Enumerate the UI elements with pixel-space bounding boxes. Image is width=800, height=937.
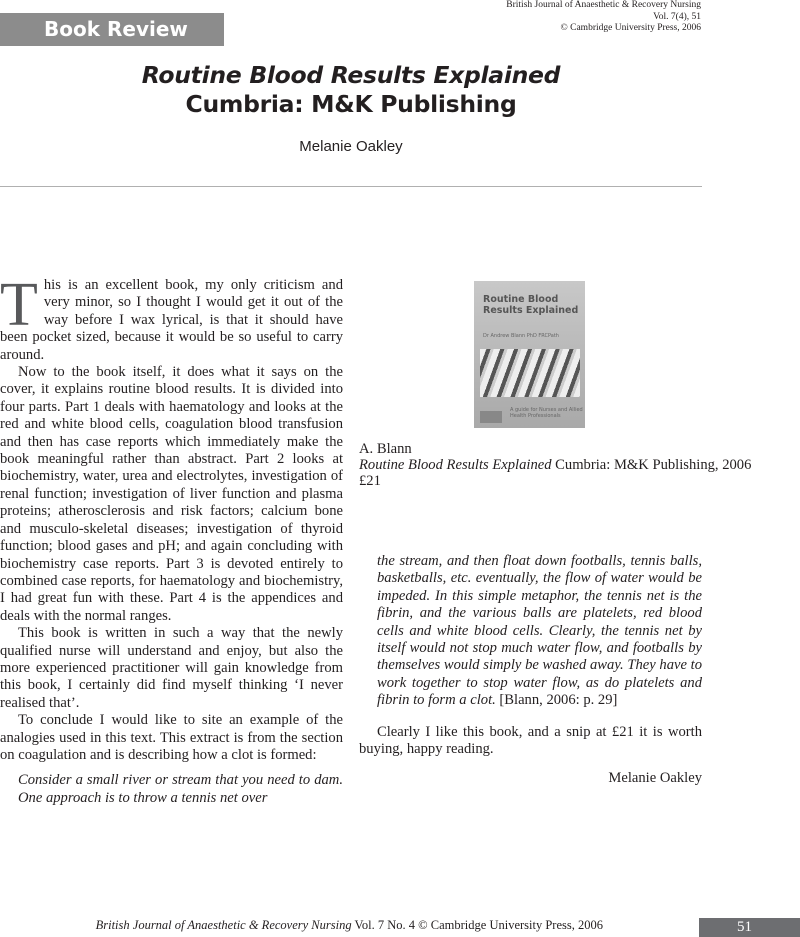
cover-test-tubes-image bbox=[480, 349, 580, 397]
quote-part-2 bbox=[359, 553, 702, 710]
title-line-1: Routine Blood Results Explained bbox=[141, 61, 561, 89]
cover-title: Routine Blood Results Explained bbox=[483, 294, 579, 316]
review-title bbox=[0, 61, 702, 119]
journal-volume: Vol. 7(4), 51 bbox=[653, 11, 701, 22]
caption-author: A. Blann bbox=[359, 441, 412, 457]
divider bbox=[0, 186, 702, 187]
quote-citation: [Blann, 2006: p. 29] bbox=[495, 692, 618, 709]
quote-part-2-text: the stream, and then float down footballs, tennis balls, basketballs, etc. eventually, the flow of water would be impeded. In this simple metaphor, the tennis net is the fibrin, and the various balls are platelets, red blood cells and white blood cells. Clearly, the tennis net by itself would not stop much water flow, and footballs by themselves would simply be washed away. They have to work together to stop water flow, as do platelets and fibrin to form a clot. bbox=[377, 553, 702, 709]
cover-author: Dr Andrew Blann PhD FRCPath bbox=[483, 333, 559, 339]
paragraph-3: This book is written in such a way that the newly qualified nurse will understand and enjoy, but also the more experienced practitioner will gain knowledge from this book, I certainly did find myself thinking ‘I never realised that’. bbox=[0, 625, 343, 711]
cover-subtitle: A guide for Nurses and Allied Health Professionals bbox=[510, 407, 583, 419]
reviewer-name: Melanie Oakley bbox=[299, 138, 403, 155]
book-caption bbox=[359, 441, 751, 489]
page-number: 51 bbox=[699, 918, 800, 937]
paragraph-5: Clearly I like this book, and a snip at £21 it is worth buying, happy reading. bbox=[359, 723, 702, 758]
quote-part-1: Consider a small river or stream that you need to dam. One approach is to throw a tennis net over bbox=[18, 772, 343, 806]
drop-cap: T bbox=[0, 271, 38, 339]
paragraph-1 bbox=[0, 271, 343, 364]
caption-title-line bbox=[359, 457, 751, 473]
journal-copyright: © Cambridge University Press, 2006 bbox=[560, 23, 701, 33]
footer-journal-name: British Journal of Anaesthetic & Recovery Nursing bbox=[95, 918, 352, 932]
section-tag: Book Review bbox=[0, 13, 224, 46]
caption-price: £21 bbox=[359, 473, 381, 489]
caption-publisher: Cumbria: M&K Publishing, 2006 bbox=[551, 457, 752, 473]
right-column bbox=[359, 553, 702, 788]
signature: Melanie Oakley bbox=[608, 770, 702, 787]
left-column bbox=[0, 271, 343, 807]
caption-title: Routine Blood Results Explained bbox=[359, 457, 552, 473]
page-footer bbox=[0, 918, 603, 933]
paragraph-1-text: his is an excellent book, my only criticism and very minor, so I thought I would get it out of the way before I wax lyrical, is that it should have been pocket sized, because it would be so useful to carry around. bbox=[0, 277, 343, 363]
journal-info bbox=[506, 0, 701, 35]
title-line-2: Cumbria: M&K Publishing bbox=[185, 90, 517, 118]
paragraph-2: Now to the book itself, it does what it says on the cover, it explains routine blood results. It is divided into four parts. Part 1 deals with haematology and looks at the red and white blood cells, coagulation blood transfusion and then has case reports which immediately make the book meaningful rather than abstract. Part 2 looks at biochemistry, water, urea and electrolytes, investigation of renal function; investigation of liver function and plasma proteins; atherosclerosis and risk factors; calcium bone and musculo-skeletal diseases; investigation of thyroid function; blood gases and pH; and again concluding with biochemistry case reports. Part 3 is devoted entirely to combined case reports, for haematology and biochemistry, I had great fun with these. Part 4 is the appendices and deals with the normal ranges. bbox=[0, 364, 343, 624]
footer-details: Vol. 7 No. 4 © Cambridge University Press, 2006 bbox=[351, 918, 603, 932]
book-cover bbox=[474, 281, 585, 428]
publisher-logo bbox=[480, 411, 502, 423]
paragraph-4: To conclude I would like to site an example of the analogies used in this text. This extract is from the section on coagulation and is describing how a clot is formed: bbox=[0, 712, 343, 763]
journal-name: British Journal of Anaesthetic & Recovery Nursing bbox=[506, 0, 701, 10]
